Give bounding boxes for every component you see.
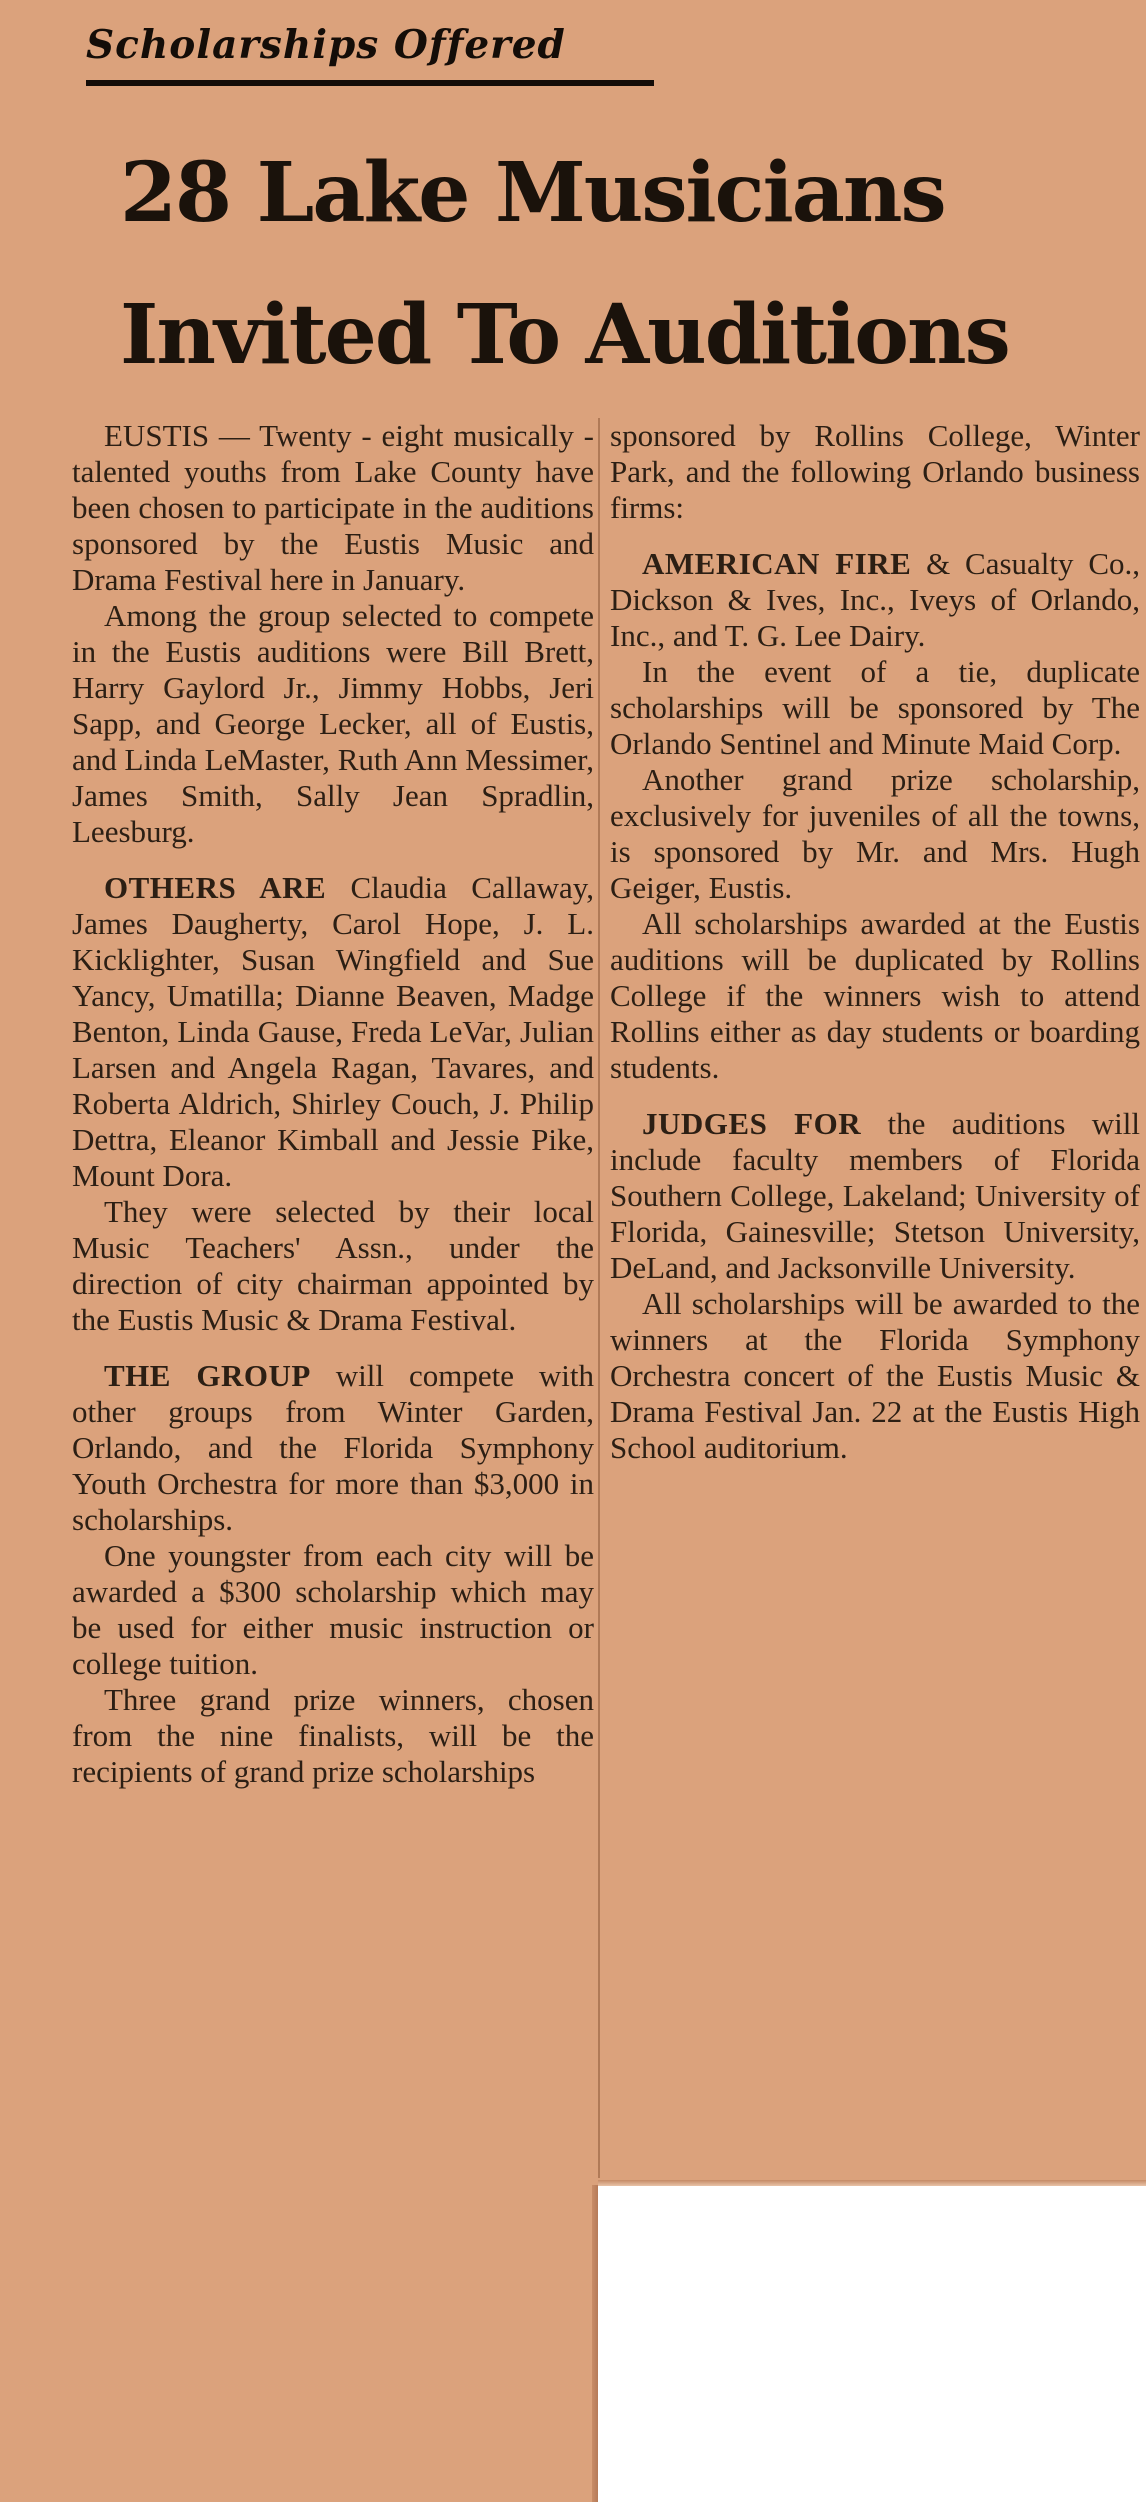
paragraph-lead-in: AMERICAN FIRE [642,546,912,581]
clipping-cut-edge [592,2185,598,2502]
paragraph [610,762,1140,906]
paragraph [72,1194,594,1338]
paragraph-dateline [72,418,594,598]
paragraph-subhead [610,546,1140,654]
paragraph-text: Claudia Callaway, James Daugherty, Carol Hope, J. L. Kicklighter, Susan Wingfield and Sue Yancy, Umatilla; Dianne Beaven, Madge Benton, Linda Gause, Freda LeVar, Julian Larsen and Angela Ragan, Tavares, and Roberta Aldrich, Shirley Couch, J. Philip Dettra, Eleanor Kimball and Jessie Pike, Mount Dora. [72,870,594,1193]
paragraph-subhead [72,1358,594,1538]
headline-line-2: Invited To Auditions [120,287,1009,383]
paragraph-text: Another grand prize scholarship, exclusively for juveniles of all the towns, is sponsored by Mr. and Mrs. Hugh Geiger, Eustis. [610,762,1140,905]
paragraph-text: In the event of a tie, duplicate scholarships will be sponsored by The Orlando Sentinel and Minute Maid Corp. [610,654,1140,761]
paragraph-text: sponsored by Rollins College, Winter Park, and the following Orlando business firms: [610,418,1140,525]
article-column-right [610,418,1140,1466]
paragraph-subhead [610,1106,1140,1286]
kicker-underline [86,80,654,86]
column-divider [598,418,600,2178]
paragraph-text: & Casualty Co., Dickson & Ives, Inc., Iveys of Orlando, Inc., and T. G. Lee Dairy. [610,546,1141,653]
paragraph-text: the auditions will include faculty members of Florida Southern College, Lakeland; University of Florida, Gainesville; Stetson University, DeLand, and Jacksonville University. [610,1106,1141,1285]
paragraph-text: They were selected by their local Music Teachers' Assn., under the direction of city chairman appointed by the Eustis Music & Drama Festival. [72,1194,594,1337]
kicker-heading: Scholarships Offered [86,22,566,68]
paragraph-lead-in: OTHERS ARE [104,870,327,905]
headline [120,122,1070,406]
paragraph-continued [610,418,1140,526]
paragraph-text: One youngster from each city will be awarded a $300 scholarship which may be used for either music instruction or college tuition. [72,1538,594,1681]
paragraph-lead-in: JUDGES FOR [642,1106,862,1141]
paragraph-lead-in: THE GROUP [104,1358,311,1393]
paragraph [610,1286,1140,1466]
paragraph-text: Among the group selected to compete in the Eustis auditions were Bill Brett, Harry Gaylord Jr., Jimmy Hobbs, Jeri Sapp, and George Lecker, all of Eustis, and Linda LeMaster, Ruth Ann Messimer, James Smith, Sally Jean Spradlin, Leesburg. [72,598,594,849]
paragraph-text: will compete with other groups from Winter Garden, Orlando, and the Florida Symphony Youth Orchestra for more than $3,000 in scholarships. [72,1358,594,1537]
paragraph [72,1682,594,1790]
paragraph [610,654,1140,762]
headline-line-1: 28 Lake Musicians [120,145,945,241]
paragraph-subhead [72,870,594,1194]
paragraph [610,906,1140,1086]
article-column-left [72,418,594,1790]
paragraph-text: Three grand prize winners, chosen from the nine finalists, will be the recipients of grand prize scholarships [72,1682,594,1789]
paragraph [72,598,594,850]
paragraph [72,1538,594,1682]
newspaper-clipping-lower-left [0,2185,598,2502]
paragraph-text: EUSTIS — Twenty - eight musically - talented youths from Lake County have been chosen to participate in the auditions sponsored by the Eustis Music and Drama Festival here in January. [72,418,594,597]
paragraph-text: All scholarships awarded at the Eustis auditions will be duplicated by Rollins College if the winners wish to attend Rollins either as day students or boarding students. [610,906,1140,1085]
paragraph-text: All scholarships will be awarded to the winners at the Florida Symphony Orchestra concert of the Eustis Music & Drama Festival Jan. 22 at the Eustis High School auditorium. [610,1286,1140,1465]
clipping-bottom-edge [598,2180,1146,2186]
